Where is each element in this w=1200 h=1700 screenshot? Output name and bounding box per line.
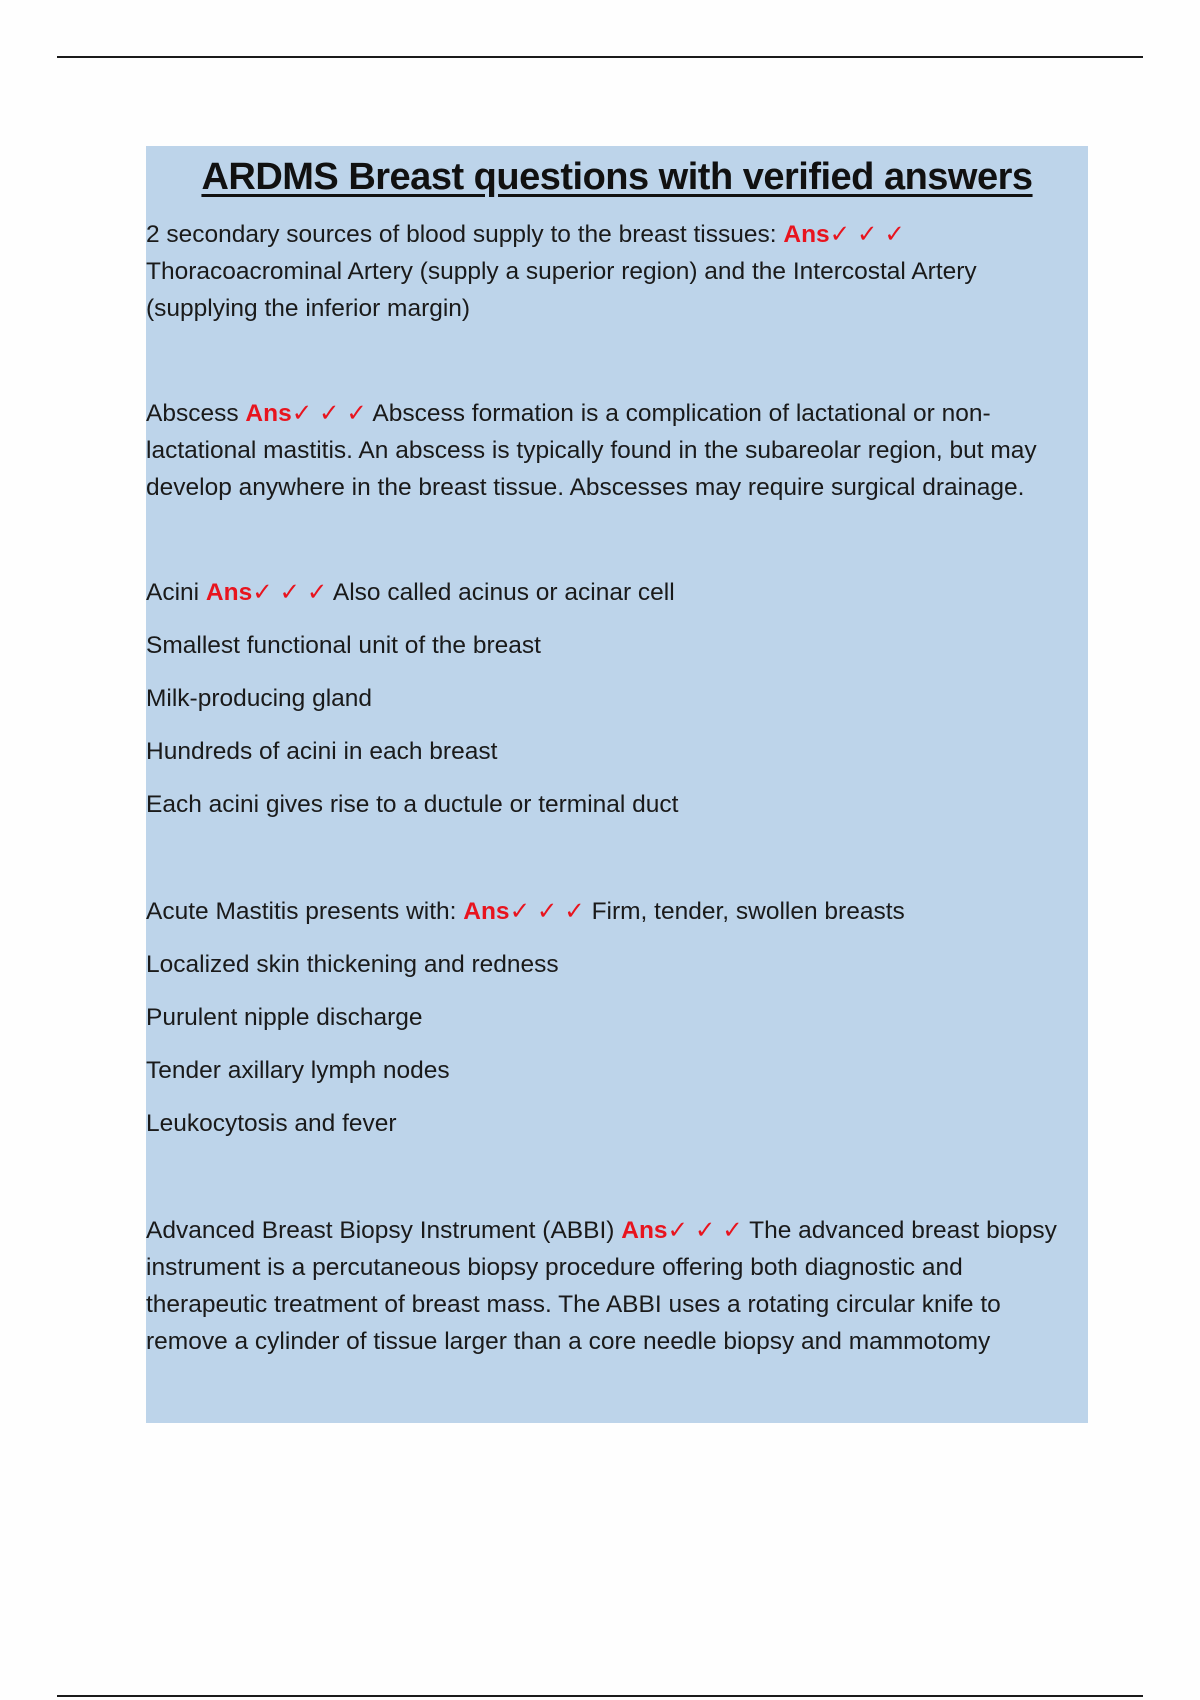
qa-text — [146, 893, 1088, 930]
answer-line: Leukocytosis and fever — [146, 1110, 397, 1137]
question-text: Acini — [146, 579, 200, 606]
answer-marker: Ans — [621, 1217, 668, 1244]
answer-line: Tender axillary lymph nodes — [146, 1057, 450, 1084]
qa-entry-abbi — [146, 1212, 1088, 1360]
answer-line: Hundreds of acini in each breast — [146, 738, 498, 765]
question-text: Acute Mastitis presents with: — [146, 898, 457, 925]
qa-text — [146, 395, 1088, 506]
question-text: 2 secondary sources of blood supply to the breast tissues: — [146, 221, 777, 248]
spacer — [146, 506, 1088, 574]
content-panel — [146, 146, 1088, 1423]
answer-text: Abscess formation is a complication of lactational or non-lactational mastitis. An abscess is typically found in the subareolar region, but may develop anywhere in the breast tissue. Abscesses may require surgical drainage. — [146, 400, 1037, 501]
qa-text — [146, 574, 1088, 611]
check-marks-icon: ✓ ✓ ✓ — [252, 579, 328, 606]
answer-marker: Ans — [245, 400, 292, 427]
answer-text: Also called acinus or acinar cell — [332, 579, 675, 606]
question-text: Abscess — [146, 400, 239, 427]
qa-entry-abscess — [146, 395, 1088, 506]
answer-text: Firm, tender, swollen breasts — [591, 898, 905, 925]
answer-text: Thoracoacrominal Artery (supply a superior region) and the Intercostal Artery (supplying the inferior margin) — [146, 258, 977, 322]
spacer — [146, 1142, 1088, 1212]
answer-line: Purulent nipple discharge — [146, 1004, 423, 1031]
qa-entry-acini — [146, 574, 1088, 823]
spacer — [146, 823, 1088, 893]
qa-text — [146, 216, 1088, 327]
check-marks-icon: ✓ ✓ ✓ — [291, 400, 367, 427]
answer-marker: Ans — [205, 579, 253, 606]
top-rule — [57, 56, 1143, 58]
answer-marker: Ans — [783, 221, 830, 248]
answer-marker: Ans — [463, 898, 510, 925]
spacer — [146, 327, 1088, 395]
question-text: Advanced Breast Biopsy Instrument (ABBI) — [146, 1217, 615, 1244]
answer-line: Each acini gives rise to a ductule or terminal duct — [146, 791, 679, 818]
check-marks-icon: ✓ ✓ ✓ — [509, 898, 585, 925]
check-marks-icon: ✓ ✓ ✓ — [667, 1217, 743, 1244]
bottom-rule — [57, 1695, 1143, 1697]
qa-entry-acute-mastitis — [146, 893, 1088, 1142]
qa-list — [146, 216, 1088, 1360]
check-marks-icon: ✓ ✓ ✓ — [829, 221, 905, 248]
answer-text: The advanced breast biopsy instrument is a percutaneous biopsy procedure offering both diagnostic and therapeutic treatment of breast mass. The ABBI uses a rotating circular knife to remove a cylinder of tissue larger than a core needle biopsy and mammotomy — [146, 1217, 1057, 1355]
answer-line: Milk-producing gland — [146, 685, 373, 712]
answer-line: Smallest functional unit of the breast — [146, 632, 541, 659]
qa-text — [146, 1212, 1088, 1360]
answer-line: Localized skin thickening and redness — [146, 951, 559, 978]
qa-entry-blood-supply — [146, 216, 1088, 327]
page-title: ARDMS Breast questions with verified answers — [201, 156, 1033, 198]
